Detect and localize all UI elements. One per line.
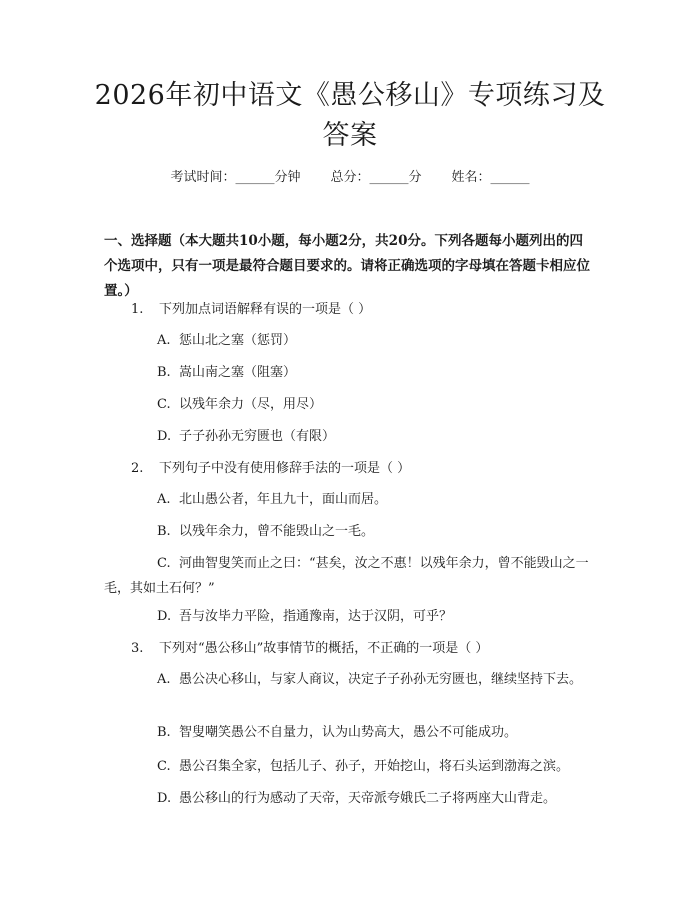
option-letter: C.	[157, 397, 171, 412]
question-number: 1.	[131, 302, 144, 317]
question-2-option-c	[104, 551, 594, 601]
option-letter: D.	[157, 791, 172, 806]
option-letter: D.	[157, 609, 172, 624]
option-letter: B.	[157, 365, 171, 380]
question-1-option-a	[157, 331, 296, 351]
question-3-option-b	[157, 723, 517, 743]
question-3	[131, 639, 488, 659]
option-letter: C.	[157, 556, 171, 571]
student-name-label: 姓名：______	[451, 170, 530, 185]
option-letter: A.	[157, 333, 171, 348]
section-heading: 一、选择题（本大题共10小题，每小题2分，共20分。下列各题每小题列出的四个选项中，只有一项是最符合题目要求的。请将正确选项的字母填在答题卡相应位置。）	[104, 233, 590, 299]
question-number: 2.	[131, 461, 144, 476]
option-text: 子子孙孙无穷匮也（有限）	[179, 429, 336, 444]
option-text: 嵩山南之塞（阻塞）	[179, 365, 297, 380]
document-title: 2026年初中语文《愚公移山》专项练习及答案	[94, 80, 606, 151]
question-text: 下列句子中没有使用修辞手法的一项是（ ）	[159, 461, 411, 476]
option-text: 河曲智叟笑而止之曰：“甚矣，汝之不惠！以残年余力，曾不能毁山之一毛，其如土石何？”	[104, 556, 589, 596]
question-text: 下列对“愚公移山”故事情节的概括，不正确的一项是（ ）	[159, 641, 489, 656]
option-text: 以残年余力（尽，用尽）	[179, 397, 323, 412]
question-2	[131, 459, 410, 479]
option-text: 智叟嘲笑愚公不自量力，认为山势高大，愚公不可能成功。	[179, 725, 518, 740]
question-1	[131, 300, 371, 320]
question-text: 下列加点词语解释有误的一项是（ ）	[159, 302, 372, 317]
option-text: 吾与汝毕力平险，指通豫南，达于汉阴，可乎？	[179, 609, 453, 624]
question-3-option-a	[104, 667, 594, 692]
option-letter: C.	[157, 759, 171, 774]
question-number: 3.	[131, 641, 144, 656]
question-3-option-c	[157, 757, 569, 777]
option-text: 惩山北之塞（惩罚）	[179, 333, 297, 348]
option-text: 以残年余力，曾不能毁山之一毛。	[179, 524, 375, 539]
exam-time-label: 考试时间：______分钟	[170, 170, 301, 185]
option-letter: B.	[157, 524, 171, 539]
option-letter: A.	[157, 492, 171, 507]
question-1-option-c	[157, 395, 322, 415]
question-2-option-b	[157, 522, 374, 542]
exam-info-line	[0, 168, 700, 188]
total-score-label: 总分：______分	[330, 170, 422, 185]
option-text: 愚公移山的行为感动了天帝，天帝派夸娥氏二子将两座大山背走。	[179, 791, 557, 806]
option-letter: B.	[157, 725, 171, 740]
question-2-option-a	[157, 490, 387, 510]
option-text: 北山愚公者，年且九十，面山而居。	[179, 492, 388, 507]
option-text: 愚公召集全家，包括儿子、孙子，开始挖山，将石头运到渤海之滨。	[179, 759, 570, 774]
question-1-option-d	[157, 427, 335, 447]
question-1-option-b	[157, 363, 296, 383]
question-2-option-d	[157, 607, 452, 627]
option-letter: A.	[157, 672, 171, 687]
option-text: 愚公决心移山，与家人商议，决定子子孙孙无穷匮也，继续坚持下去。	[179, 672, 583, 687]
question-3-option-d	[157, 789, 556, 809]
option-letter: D.	[157, 429, 172, 444]
